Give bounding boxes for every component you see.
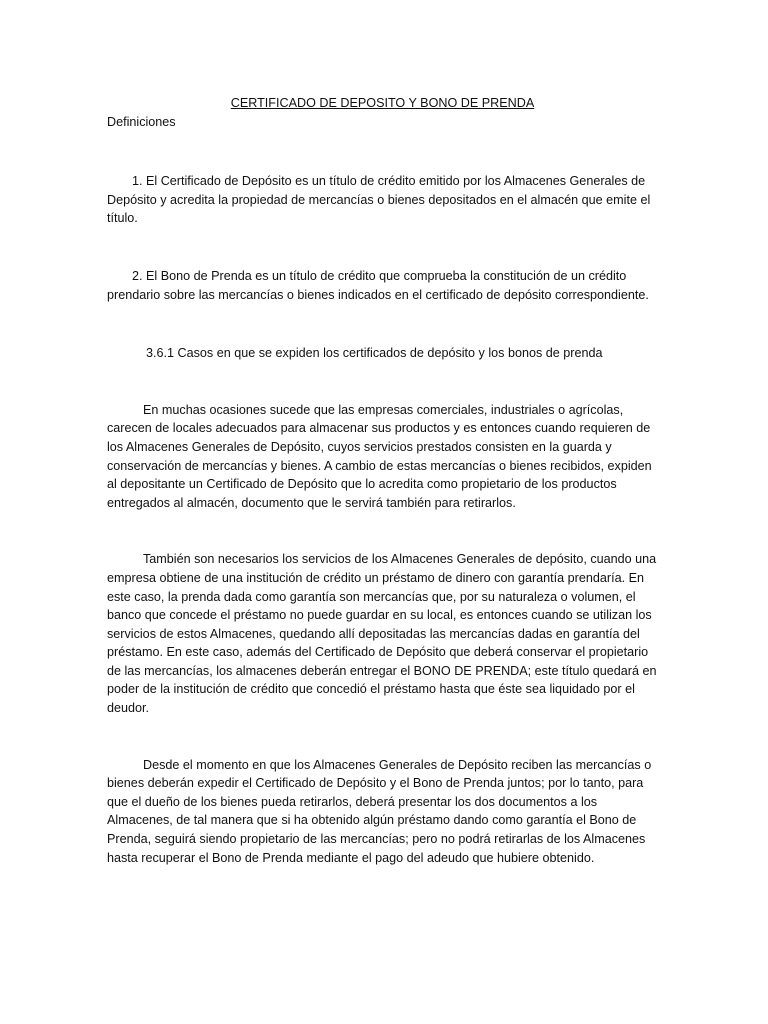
definition-bono: 2. El Bono de Prenda es un título de crédito que comprueba la constitución de un crédito prendario sobre las mercancías o bienes indicados en el certificado de depósito correspondiente. [107,268,649,302]
body-paragraph: También son necesarios los servicios de los Almacenes Generales de depósito, cuando una empresa obtiene de una institución de crédito un préstamo de dinero con garantía prendaría. En este caso, la prenda dada como garantía son mercancías que, por su naturaleza o volumen, el banco que concede el préstamo no puede guardar en su local, es entonces cuando se utilizan los servicios de estos Almacenes, quedando allí depositadas las mercancías dadas en garantía del préstamo. En este caso, además del Certificado de Depósito que deberá conservar el propietario de las mercancías, los almacenes deberán entregar el BONO DE PRENDA; este título quedará en poder de la institución de crédito que concedió el préstamo hasta que éste sea liquidado por el deudor. [107,552,657,716]
body-paragraph: En muchas ocasiones sucede que las empresas comerciales, industriales o agrícolas, carecen de locales adecuados para almacenar sus productos y es entonces cuando requieren de los Almacenes Generales de Depósito, cuyos servicios prestados consisten en la guarda y conservación de mercancías y bienes. A cambio de estas mercancías o bienes recibidos, expiden al depositante un Certificado de Depósito que lo acredita como propietario de los productos entregados al almacén, documento que le servirá también para retirarlos. [107,402,652,510]
section-heading: Definiciones [107,114,176,129]
document-title: CERTIFICADO DE DEPOSITO Y BONO DE PRENDA [230,96,535,110]
subsection-heading: 3.6.1 Casos en que se expiden los certificados de depósito y los bonos de prenda [146,346,603,361]
body-paragraph: Desde el momento en que los Almacenes Generales de Depósito reciben las mercancías o bienes deberán expedir el Certificado de Depósito y el Bono de Prenda juntos; por lo tanto, para que el dueño de los bienes pueda retirarlos, deberá presentar los dos documentos a los Almacenes, de tal manera que si ha obtenido algún préstamo dando como garantía el Bono de Prenda, seguirá siendo propietario de las mercancías; pero no podrá retirarlas de los Almacenes hasta recuperar el Bono de Prenda mediante el pago del adeudo que hubiere obtenido. [107,757,652,865]
definition-certificado: 1. El Certificado de Depósito es un título de crédito emitido por los Almacenes Generales de Depósito y acredita la propiedad de mercancías o bienes depositados en el almacén que emite el título. [107,174,651,226]
